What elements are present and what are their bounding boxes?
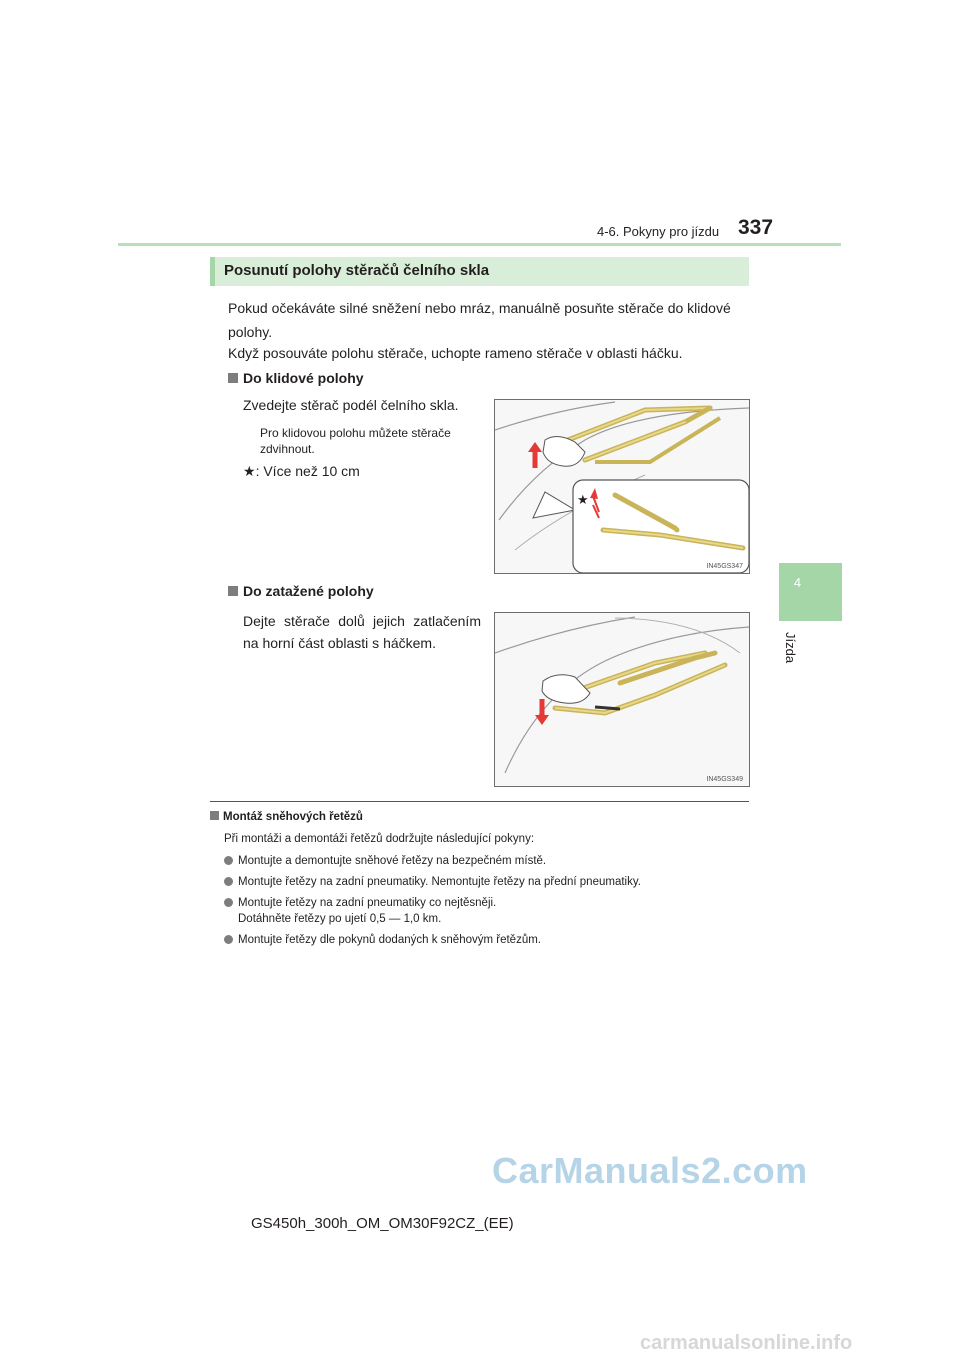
step-lowered-heading xyxy=(228,583,374,599)
star-legend-text: : Více než 10 cm xyxy=(255,463,360,479)
note-intro: Při montáži a demontáži řetězů dodržujte následující pokyny: xyxy=(224,833,535,845)
figure-wiper-raised xyxy=(494,399,750,574)
document-code: GS450h_300h_OM_OM30F92CZ_(EE) xyxy=(251,1215,514,1232)
note-bullet xyxy=(224,932,541,948)
note-bullet-text: Montujte a demontujte sněhové řetězy na bezpečném místě. xyxy=(238,855,547,867)
square-bullet-icon xyxy=(210,811,219,820)
square-bullet-icon xyxy=(228,586,238,596)
note-divider xyxy=(210,801,749,802)
chapter-tab-number: 4 xyxy=(793,575,802,590)
star-legend xyxy=(243,463,360,480)
circle-bullet-icon xyxy=(224,856,233,865)
header-rule xyxy=(118,243,841,246)
note-bullet-text: Montujte řetězy dle pokynů dodaných k sněhovým řetězům. xyxy=(238,934,541,946)
step-raised-note: Pro klidovou polohu můžete stěrače zdvihnout. xyxy=(260,426,451,456)
chapter-tab xyxy=(779,563,842,621)
note-bullet xyxy=(224,874,641,890)
circle-bullet-icon xyxy=(224,935,233,944)
section-title: Posunutí polohy stěračů čelního skla xyxy=(224,262,490,279)
note-bullet-text: Montujte řetězy na zadní pneumatiky co nejtěsněji. xyxy=(238,897,497,909)
intro-paragraph-2: Když posouváte polohu stěrače, uchopte rameno stěrače v oblasti háčku. xyxy=(228,345,683,361)
note-bullet-continuation: Dotáhněte řetězy po ujetí 0,5 — 1,0 km. xyxy=(238,913,442,925)
figure-wiper-lowered xyxy=(494,612,750,787)
step-lowered-text: Dejte stěrače dolů jejich zatlačením na horní část oblasti s háčkem. xyxy=(243,613,481,651)
chapter-label-text: Jízda xyxy=(783,632,798,664)
svg-text:★: ★ xyxy=(577,493,589,508)
chapter-label xyxy=(783,632,807,672)
figure-code: IN45GS347 xyxy=(706,563,743,570)
step-raised-heading xyxy=(228,370,364,386)
watermark-logo: CarManuals2.com xyxy=(492,1150,808,1191)
wiper-lowered-illustration xyxy=(495,613,749,786)
intro-paragraph-1: Pokud očekáváte silné sněžení nebo mráz, manuálně posuňte stěrače do klidové polohy. xyxy=(228,300,731,340)
note-heading-text: Montáž sněhových řetězů xyxy=(223,811,363,823)
section-label: 4-6. Pokyny pro jízdu xyxy=(597,224,720,239)
page-number: 337 xyxy=(738,216,774,239)
step-lowered-heading-text: Do zatažené polohy xyxy=(243,583,374,599)
note-heading xyxy=(210,811,363,823)
watermark-footer: carmanualsonline.info xyxy=(640,1332,853,1354)
figure-code: IN45GS349 xyxy=(706,776,743,783)
note-bullet-text: Montujte řetězy na zadní pneumatiky. Nemontujte řetězy na přední pneumatiky. xyxy=(238,876,641,888)
star-icon: ★ xyxy=(243,463,256,479)
wiper-raised-illustration xyxy=(495,400,749,573)
square-bullet-icon xyxy=(228,373,238,383)
circle-bullet-icon xyxy=(224,898,233,907)
note-bullet xyxy=(224,895,496,911)
step-raised-heading-text: Do klidové polohy xyxy=(243,370,364,386)
note-bullet xyxy=(224,853,546,869)
circle-bullet-icon xyxy=(224,877,233,886)
step-raised-text: Zvedejte stěrač podél čelního skla. xyxy=(243,397,459,413)
